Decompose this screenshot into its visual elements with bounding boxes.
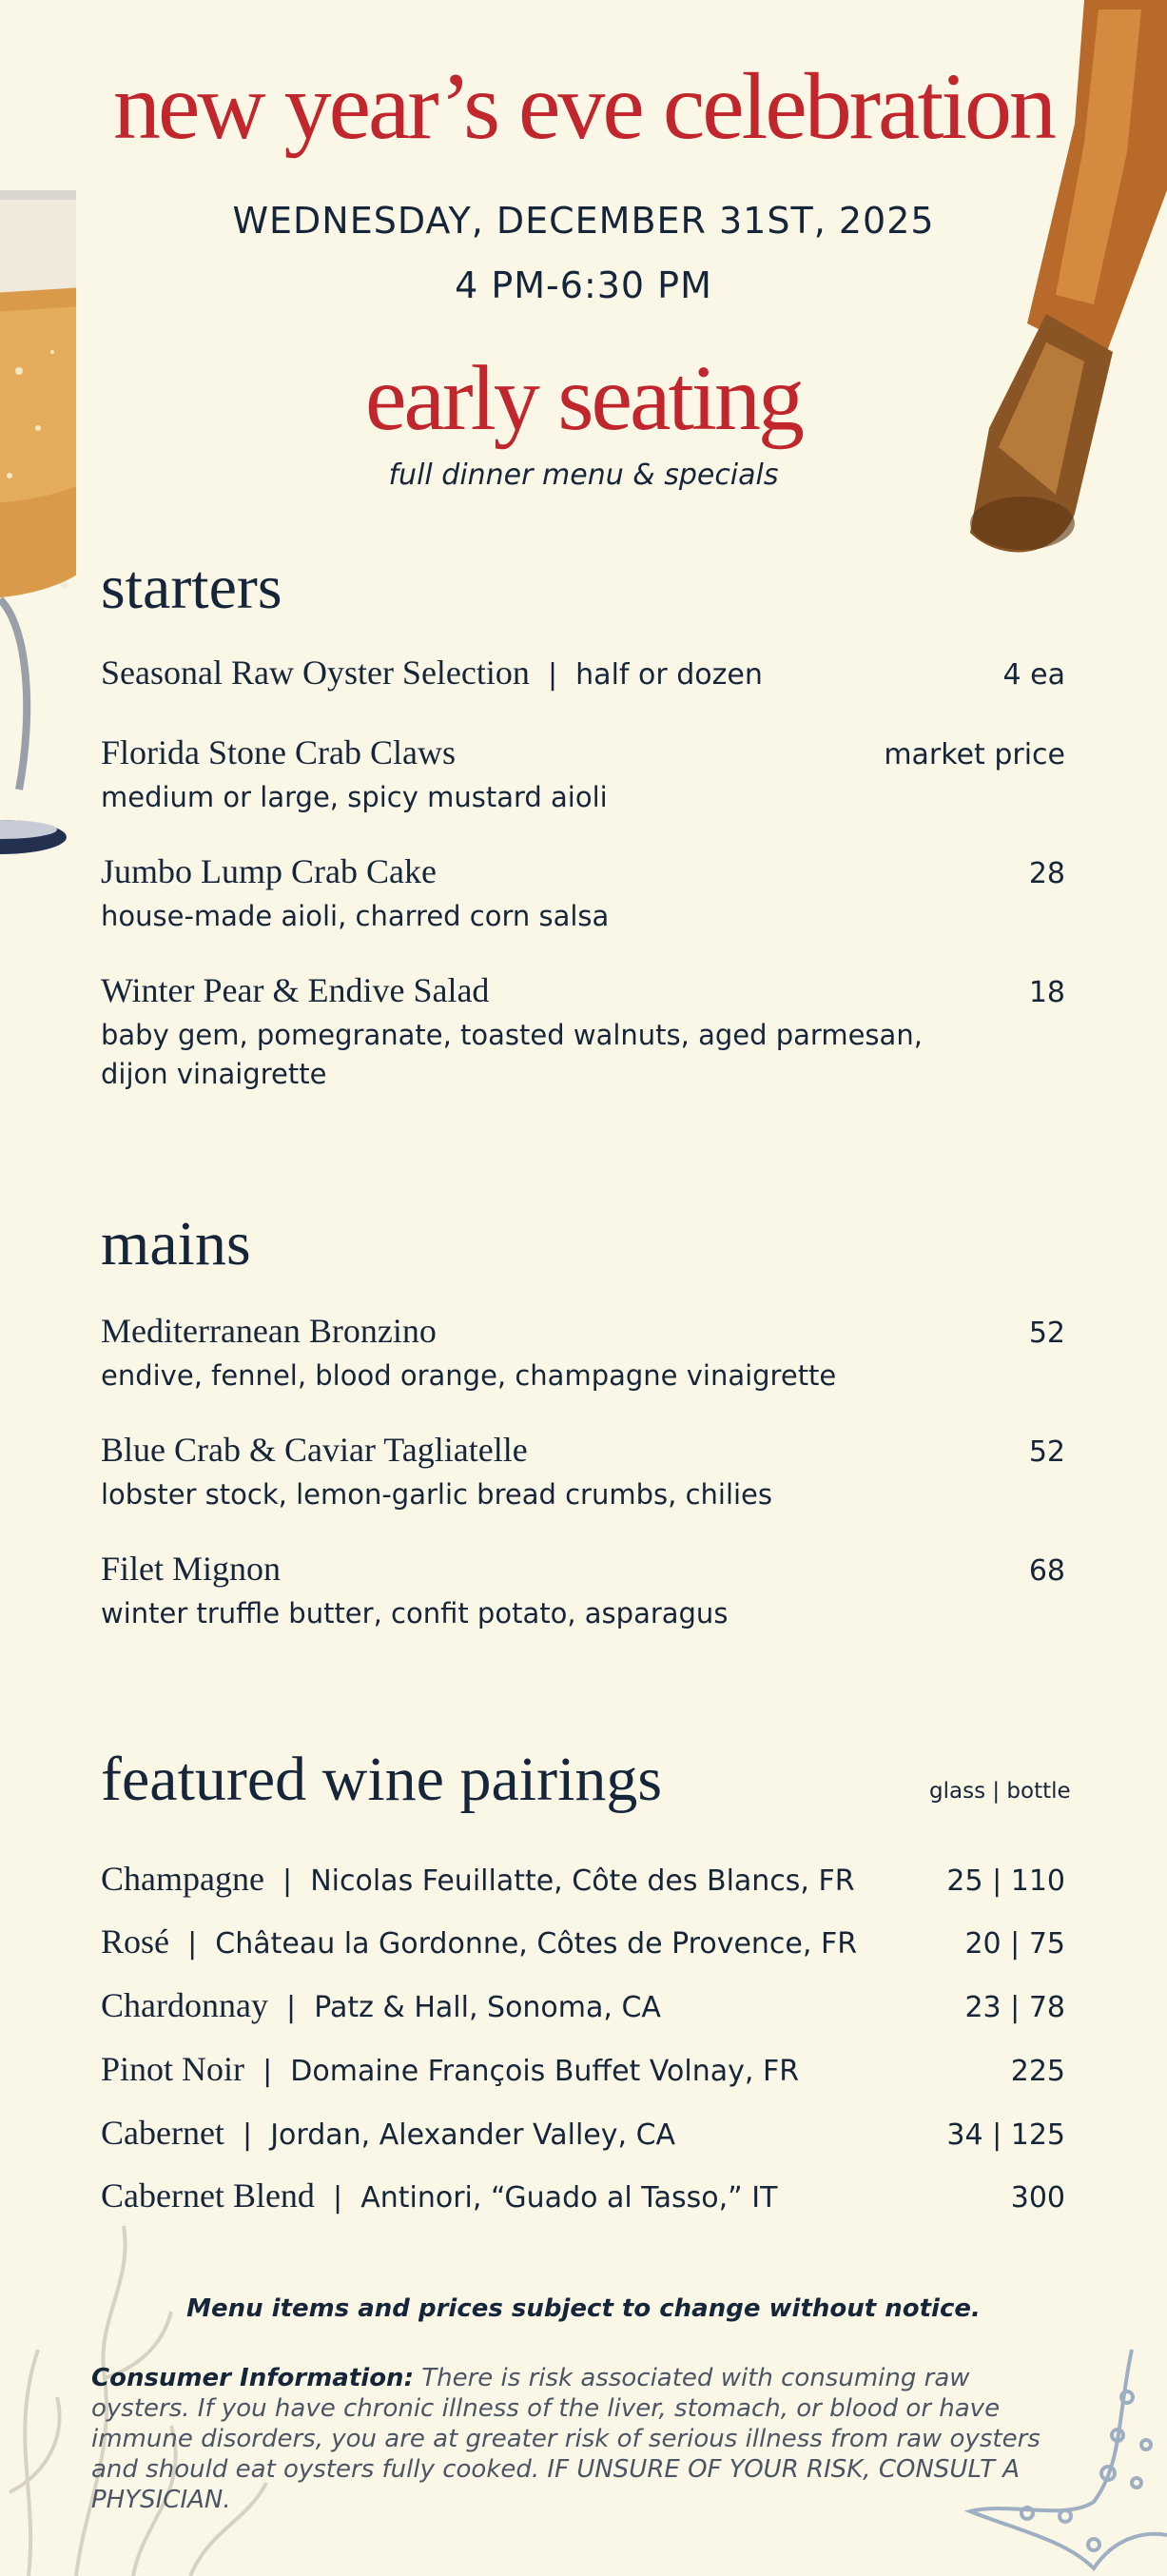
wine-producer: Patz & Hall, Sonoma, CA: [314, 1991, 661, 2024]
wine-producer: Antinori, “Guado al Tasso,” IT: [360, 2181, 778, 2215]
event-title: new year’s eve celebration: [112, 53, 1055, 159]
item-name: Jumbo Lump Crab Cake: [101, 852, 437, 890]
item-name: Seasonal Raw Oyster Selection: [101, 654, 530, 692]
wine-row: Rosé | Château la Gordonne, Côtes de Provence, FR 20 | 75: [101, 1922, 1065, 1961]
menu-item: [101, 1549, 1065, 1633]
wine-price-column-label: glass | bottle: [929, 1779, 1071, 1804]
wine-producer: Jordan, Alexander Valley, CA: [270, 2118, 676, 2152]
item-name: Blue Crab & Caviar Tagliatelle: [101, 1431, 528, 1469]
wine-producer: Nicolas Feuillatte, Côte des Blancs, FR: [310, 1864, 855, 1898]
wine-varietal: Rosé: [101, 1922, 169, 1961]
item-price: market price: [884, 738, 1065, 771]
menu-item: Seasonal Raw Oyster Selection | half or dozen 4 ea: [101, 654, 1065, 692]
item-description: lobster stock, lemon-garlic bread crumbs, chilies: [101, 1478, 773, 1511]
wine-row: Cabernet | Jordan, Alexander Valley, CA 34 | 125: [101, 2114, 1065, 2152]
consumer-info-text: There is risk associated with consuming raw oysters. If you have chronic illness of the liver, stomach, or blood or have immune disorders, you are at greater risk of serious illness from raw oysters and should eat oysters fully cooked. IF UNSURE OF YOUR RISK, CONSULT A PHYSICIAN.: [91, 2364, 1041, 2514]
item-description: winter truffle butter, confit potato, asparagus: [101, 1597, 729, 1630]
wine-producer: Château la Gordonne, Côtes de Provence, FR: [215, 1927, 858, 1961]
consumer-info-label: Consumer Information:: [91, 2364, 414, 2392]
wine-row: Champagne | Nicolas Feuillatte, Côte des Blancs, FR 25 | 110: [101, 1860, 1065, 1898]
wine-varietal: Cabernet: [101, 2114, 224, 2152]
wine-row: Pinot Noir | Domaine François Buffet Volnay, FR 225: [101, 2050, 1065, 2088]
item-description: baby gem, pomegranate, toasted walnuts, aged parmesan, dijon vinaigrette: [101, 1019, 923, 1090]
wine-varietal: Chardonnay: [101, 1986, 268, 2024]
item-name: Mediterranean Bronzino: [101, 1312, 437, 1350]
item-price: 52: [1028, 1435, 1065, 1469]
wine-row: Cabernet Blend | Antinori, “Guado al Tasso,” IT 300: [101, 2176, 1065, 2215]
wine-varietal: Pinot Noir: [101, 2050, 245, 2088]
item-price: 52: [1028, 1317, 1065, 1350]
wine-price: 225: [1010, 2055, 1065, 2088]
price-change-notice: Menu items and prices subject to change without notice.: [186, 2294, 981, 2323]
item-name: Florida Stone Crab Claws: [101, 733, 456, 771]
wine-row: Chardonnay | Patz & Hall, Sonoma, CA 23 | 78: [101, 1986, 1065, 2024]
item-description: endive, fennel, blood orange, champagne vinaigrette: [101, 1359, 837, 1392]
seating-title: early seating: [365, 347, 802, 450]
menu-item: [101, 970, 1065, 1094]
wine-price: 300: [1010, 2181, 1065, 2215]
item-price: 28: [1028, 857, 1065, 890]
wine-varietal: Champagne: [101, 1860, 264, 1898]
menu-item: [101, 851, 1065, 936]
starters-heading: starters: [101, 553, 282, 622]
menu-item: [101, 1430, 1065, 1514]
wine-varietal: Cabernet Blend: [101, 2176, 315, 2215]
menu-item: [101, 1311, 1065, 1395]
item-name: Winter Pear & Endive Salad: [101, 971, 490, 1009]
wine-price: 20 | 75: [964, 1927, 1065, 1961]
event-time: 4 PM-6:30 PM: [455, 264, 712, 306]
wine-price: 25 | 110: [946, 1864, 1065, 1898]
wine-price: 23 | 78: [964, 1991, 1065, 2024]
wine-price: 34 | 125: [946, 2118, 1065, 2152]
wine-producer: Domaine François Buffet Volnay, FR: [290, 2055, 800, 2088]
wines-heading: featured wine pairings: [101, 1745, 663, 1814]
item-description: medium or large, spicy mustard aioli: [101, 781, 608, 813]
consumer-information: [91, 2363, 1052, 2515]
item-price: 4 ea: [1002, 658, 1065, 692]
item-note: half or dozen: [575, 658, 763, 692]
item-name: Filet Mignon: [101, 1550, 282, 1588]
item-price: 18: [1028, 976, 1065, 1009]
seating-subtitle: full dinner menu & specials: [388, 459, 779, 492]
item-price: 68: [1028, 1554, 1065, 1588]
menu-item: [101, 732, 1065, 817]
event-date: WEDNESDAY, DECEMBER 31ST, 2025: [232, 200, 935, 242]
item-description: house-made aioli, charred corn salsa: [101, 900, 610, 932]
mains-heading: mains: [101, 1209, 251, 1278]
